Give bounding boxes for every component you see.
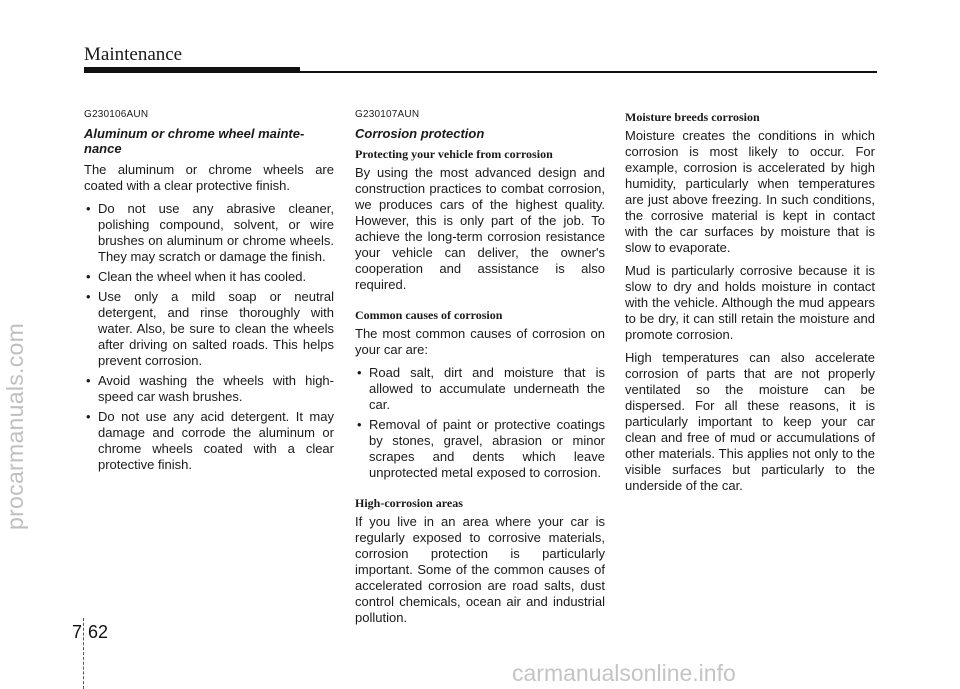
- side-watermark: procarmanuals.com: [2, 322, 28, 530]
- intro-paragraph: The aluminum or chrome wheels are coated with a clear protective finish.: [84, 162, 334, 193]
- header-rule-thick: [84, 67, 300, 73]
- causes-list: [355, 365, 605, 481]
- subheading-common-causes: Common causes of corrosion: [355, 308, 503, 322]
- list-item: • Removal of paint or protective coatings by stones, gravel, abrasion or minor scrapes and dents which leave unprotected metal exposed to corrosion.: [355, 417, 605, 481]
- list-item: • Do not use any acid detergent. It may damage and corrode the aluminum or chrome wheels coated with a clear protective finish.: [84, 409, 334, 473]
- page-header-title: Maintenance: [84, 44, 183, 65]
- subheading-protecting: Protecting your vehicle from corrosion: [355, 147, 553, 161]
- subheading-moisture: Moisture breeds corrosion: [625, 110, 760, 124]
- paragraph: Moisture creates the conditions in which corrosion is most likely to occur. For example, corrosion is accelerated by high humidity, particularly when temperatures are just above freezing. In such conditions, the corrosive material is kept in contact with the car surfaces by moisture that is slow to evaporate.: [625, 128, 875, 255]
- section-code: G230106AUN: [84, 109, 149, 120]
- bottom-watermark: carmanualsonline.info: [512, 660, 736, 686]
- column-moisture: [625, 110, 875, 501]
- section-number: 7: [72, 622, 83, 642]
- list-item: • Road salt, dirt and moisture that is allowed to accumulate underneath the car.: [355, 365, 605, 413]
- section-code: G230107AUN: [355, 109, 420, 120]
- paragraph: High temperatures can also accelerate corrosion of parts that are not properly ventilated so the moisture can be dispersed. For all these reasons, it is particularly important to keep your car clean and free of mud or accumulations of other materials. This applies not only to the visible surfaces but particularly to the underside of the car.: [625, 350, 875, 493]
- subheading-high-corrosion: High-corrosion areas: [355, 496, 463, 510]
- wheel-care-list: [84, 201, 334, 473]
- list-item: • Do not use any abrasive cleaner, polishing compound, solvent, or wire brushes on aluminum or chrome wheels. They may scratch or damage the finish.: [84, 201, 334, 265]
- header-rule-thin: [300, 71, 877, 73]
- paragraph: Mud is particularly corrosive because it is slow to dry and holds moisture in contact with the vehicle. Although the mud appears to be dry, it can still retain the moisture and promote corrosion.: [625, 263, 875, 342]
- list-item: • Clean the wheel when it has cooled.: [84, 269, 334, 285]
- column-wheel-care: [84, 109, 334, 480]
- list-item: • Use only a mild soap or neutral detergent, and rinse thoroughly with water. Also, be sure to clean the wheels after driving on salted roads. This helps prevent corrosion.: [84, 289, 334, 369]
- section-heading: Corrosion protection: [355, 126, 485, 141]
- paragraph: If you live in an area where your car is regularly exposed to corrosive materials, corrosion protection is particularly important. Some of the common causes of accelerated corrosion are road salts, dust control chemicals, ocean air and industrial pollution.: [355, 514, 605, 625]
- section-heading: Aluminum or chrome wheel mainte-nance: [84, 126, 305, 156]
- paragraph: By using the most advanced design and construction practices to combat corrosion, we produces cars of the highest quality. However, this is only part of the job. To achieve the long-term corrosion resistance your vehicle can deliver, the owner's cooperation and assistance is also required.: [355, 165, 605, 292]
- footer-divider: [83, 618, 85, 689]
- paragraph: The most common causes of corrosion on your car are:: [355, 326, 605, 357]
- page-number: 62: [88, 622, 109, 642]
- list-item: • Avoid washing the wheels with high-speed car wash brushes.: [84, 373, 334, 405]
- column-corrosion-protection: [355, 109, 605, 633]
